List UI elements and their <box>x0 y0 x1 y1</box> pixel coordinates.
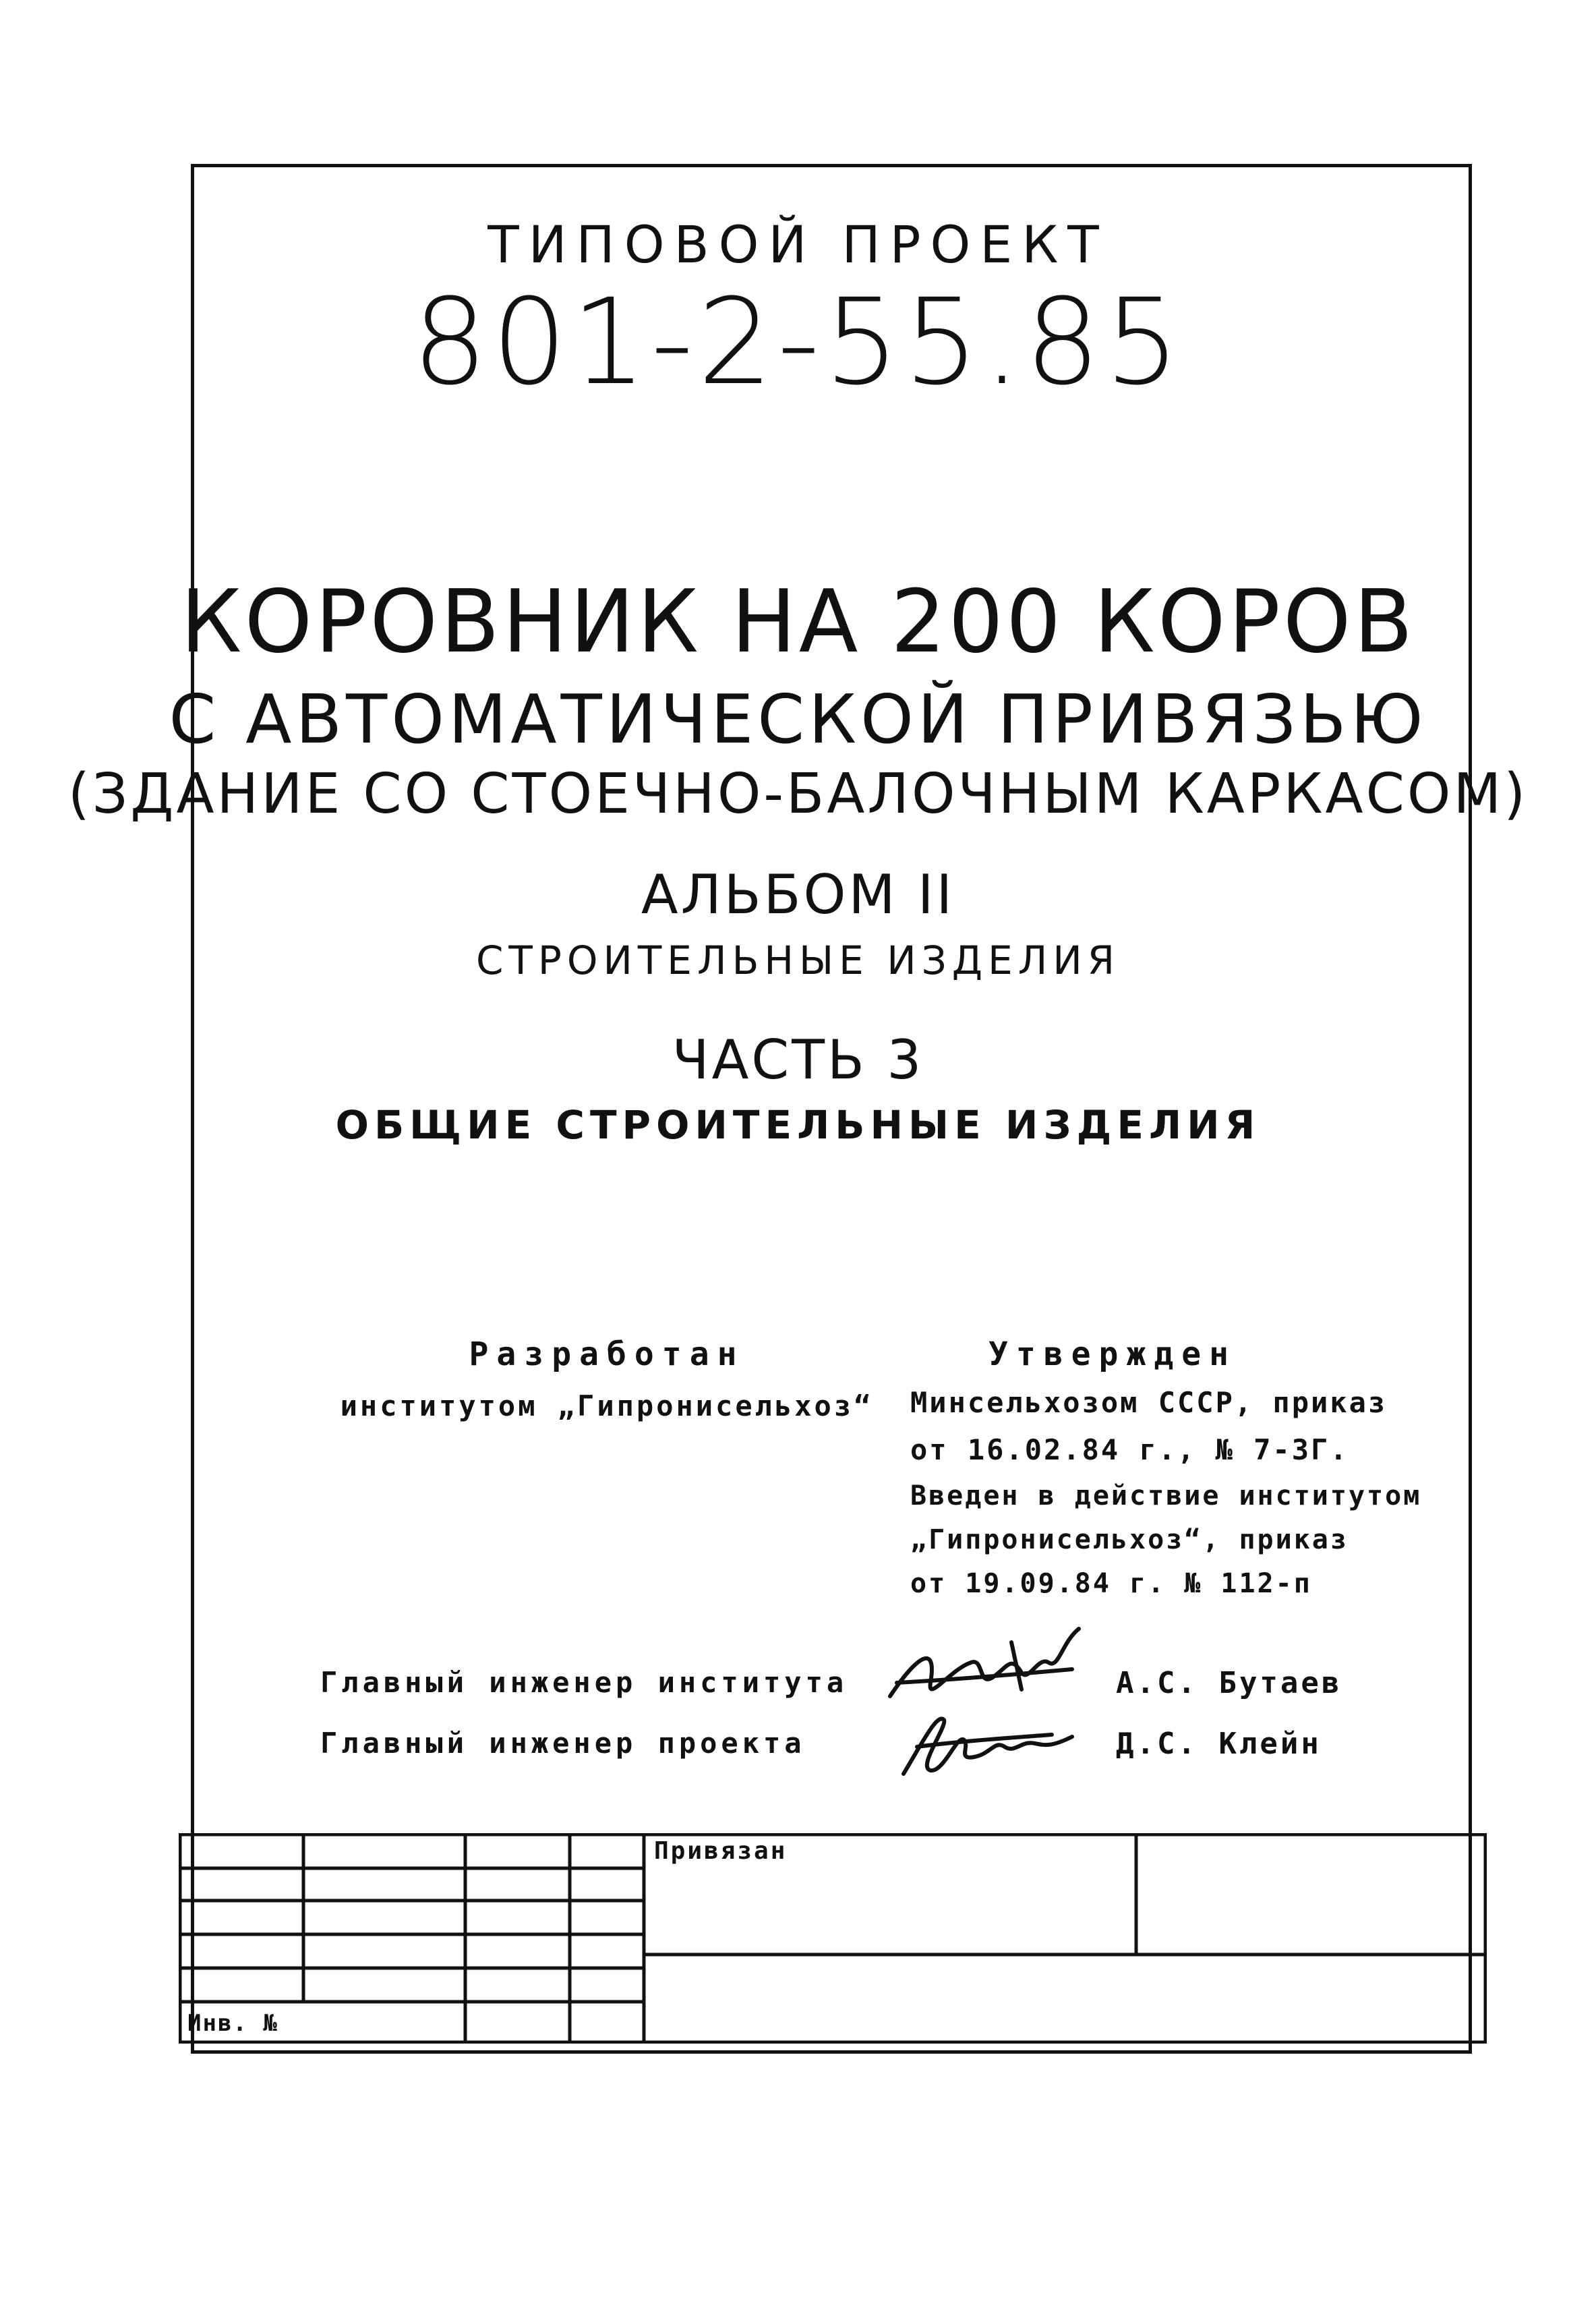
approved-line: от 19.09.84 г. № 112-п <box>910 1568 1312 1599</box>
title-line-2: С АВТОМАТИЧЕСКОЙ ПРИВЯЗЬЮ <box>169 680 1427 759</box>
title-block-grid <box>179 1833 1487 2044</box>
title-line-1: КОРОВНИК НА 200 КОРОВ <box>180 572 1416 672</box>
developed-title: Разработан <box>469 1335 745 1373</box>
part-subtitle: ОБЩИЕ СТРОИТЕЛЬНЫЕ ИЗДЕЛИЯ <box>335 1102 1261 1148</box>
album-title: АЛЬБОМ II <box>641 863 955 926</box>
title-block-inventory-label: Инв. № <box>187 2010 278 2037</box>
signature-role-chief-engineer-institute: Главный инженер института <box>320 1666 848 1699</box>
signature-klein <box>877 1700 1079 1787</box>
approved-line: „Гипронисельхоз“, приказ <box>910 1524 1349 1555</box>
project-type-label: ТИПОВОЙ ПРОЕКТ <box>487 214 1109 274</box>
developed-by: институтом „Гипронисельхоз“ <box>340 1389 874 1422</box>
project-number: 801-2-55.85 <box>412 273 1184 411</box>
signature-name-butaev: А.С. Бутаев <box>1116 1666 1342 1700</box>
approved-line: от 16.02.84 г., № 7-ЗГ. <box>910 1433 1349 1466</box>
title-line-3: (ЗДАНИЕ СО СТОЕЧНО-БАЛОЧНЫМ КАРКАСОМ) <box>67 762 1529 826</box>
part-title: ЧАСТЬ 3 <box>672 1029 924 1091</box>
approved-line: Минсельхозом СССР, приказ <box>910 1386 1388 1419</box>
title-block <box>179 1833 1487 2044</box>
signature-role-chief-engineer-project: Главный инженер проекта <box>320 1727 806 1760</box>
title-block-linked-label: Привязан <box>654 1837 788 1865</box>
signature-name-klein: Д.С. Клейн <box>1116 1727 1322 1761</box>
approved-title: Утвержден <box>988 1335 1237 1373</box>
approved-line: Введен в действие институтом <box>910 1480 1422 1511</box>
album-subtitle: СТРОИТЕЛЬНЫЕ ИЗДЕЛИЯ <box>475 937 1121 983</box>
